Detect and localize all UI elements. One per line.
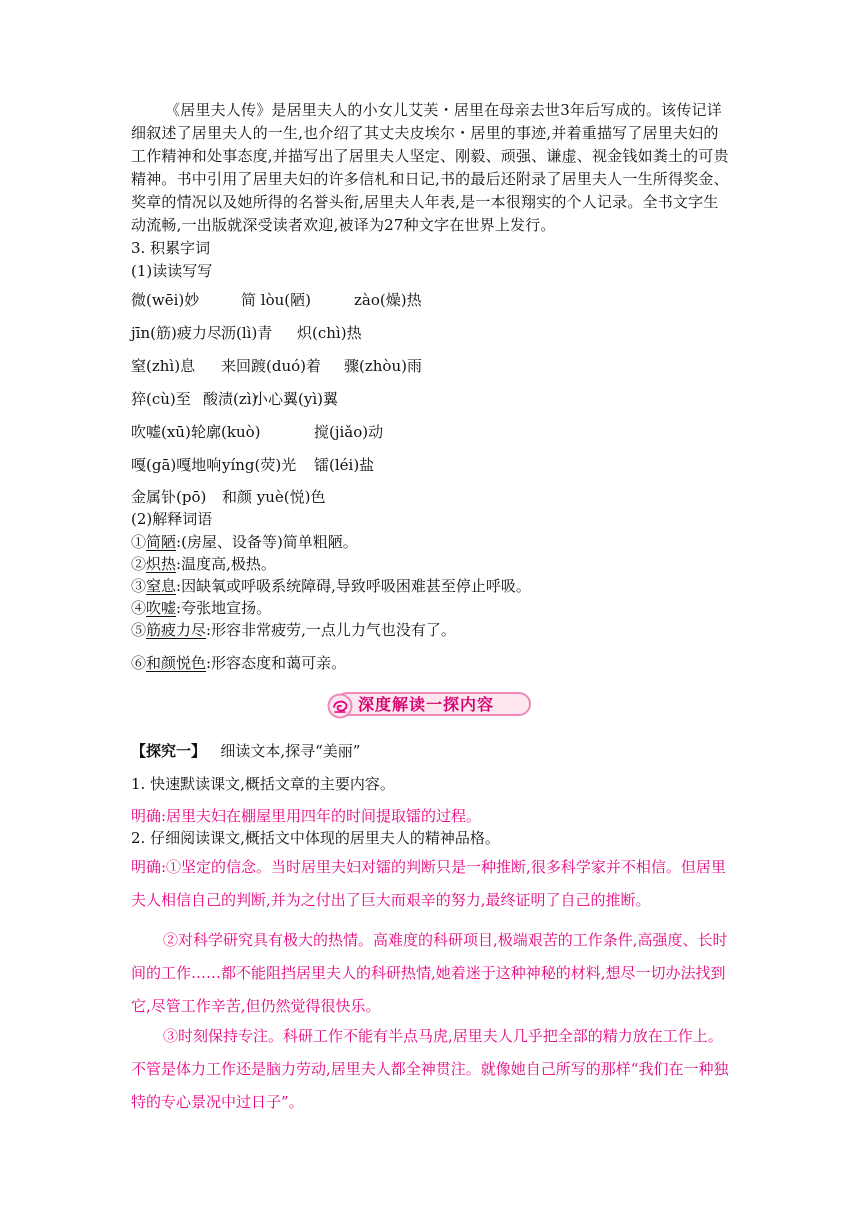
definition-item — [131, 653, 346, 673]
definition-term: 筋疲力尽 — [146, 621, 207, 639]
banner-title: 深度解读一探内容 — [358, 695, 495, 714]
vocab-item: 微(wēi)妙 — [131, 291, 200, 309]
vocab-item: 酸渍(zì) — [203, 390, 258, 408]
definition-item — [131, 554, 276, 574]
explore-title: 【探究一】 — [131, 742, 207, 760]
vocab-item: 搅(jiǎo)动 — [314, 423, 384, 441]
swirl-icon — [327, 693, 353, 719]
answer-2-paragraph-1: 明确:①坚定的信念。当时居里夫妇对镭的判断只是一种推断,很多科学家并不相信。但居里夫人相信自己的判断,并为之付出了巨大而艰辛的努力,最终证明了自己的推断。 — [131, 858, 726, 909]
definition-number: ⑤ — [131, 621, 147, 639]
definition-item — [131, 532, 358, 552]
heading-accumulate: 3. 积累字词 — [131, 239, 211, 257]
vocab-item: yíng(荧)光 — [222, 456, 297, 474]
definition-text: :因缺氧或呼吸系统障碍,导致呼吸困难甚至停止呼吸。 — [176, 577, 531, 595]
definition-text: :形容非常疲劳,一点儿力气也没有了。 — [206, 621, 456, 639]
vocab-item: 炽(chì)热 — [297, 324, 362, 342]
definition-term: 窒息 — [146, 577, 177, 595]
vocab-item: zào(燥)热 — [354, 291, 422, 309]
definition-term: 吹嘘 — [146, 599, 177, 617]
explore-heading — [131, 741, 360, 761]
explore-subtitle: 细读文本,探寻“美丽” — [220, 742, 361, 760]
vocab-item: 吹嘘(xū) — [131, 423, 191, 441]
vocab-item: 来回踱(duó)着 — [221, 357, 321, 375]
vocab-item: jīn(筋)疲力尽 — [131, 324, 222, 342]
subheading-read-write: (1)读读写写 — [131, 262, 213, 280]
vocab-item: 和颜 yuè(悦)色 — [222, 488, 326, 506]
definition-number: ① — [131, 533, 147, 551]
question-1: 1. 快速默读课文,概括文章的主要内容。 — [131, 775, 395, 793]
definition-number: ⑥ — [131, 654, 147, 672]
vocab-item: 金属钋(pō) — [131, 488, 207, 506]
vocab-item: 简 lòu(陋) — [241, 291, 311, 309]
vocab-item: 猝(cù)至 — [131, 390, 191, 408]
vocab-item: 轮廓(kuò) — [191, 423, 261, 441]
definition-term: 和颜悦色 — [146, 654, 207, 672]
vocab-item: 嘎(gā)嘎地响 — [131, 456, 222, 474]
definition-text: :温度高,极热。 — [176, 555, 276, 573]
question-2: 2. 仔细阅读课文,概括文中体现的居里夫人的精神品格。 — [131, 829, 500, 847]
definition-number: ② — [131, 555, 147, 573]
definition-item — [131, 598, 271, 618]
answer-2-paragraph-2: ②对科学研究具有极大的热情。高难度的科研项目,极端艰苦的工作条件,高强度、长时间的工作……都不能阻挡居里夫人的科研热情,她着迷于这种神秘的材料,想尽一切办法找到它,尽管工作辛苦,但仍然觉得很快乐。 — [131, 931, 728, 1015]
definition-number: ④ — [131, 599, 147, 617]
definition-term: 简陋 — [146, 533, 177, 551]
vocab-item: 窒(zhì)息 — [131, 357, 196, 375]
definition-text: :(房屋、设备等)简单粗陋。 — [176, 533, 358, 551]
vocab-item: 骤(zhòu)雨 — [344, 357, 422, 375]
definition-number: ③ — [131, 577, 147, 595]
intro-paragraph: 《居里夫人传》是居里夫人的小女儿艾芙・居里在母亲去世3年后写成的。该传记详细叙述了居里夫人的一生,也介绍了其丈夫皮埃尔・居里的事迹,并着重描写了居里夫妇的工作精神和处事态度,并描写出了居里夫人坚定、刚毅、顽强、谦虚、视金钱如粪土的可贵精神。书中引用了居里夫妇的许多信札和日记,书的最后还附录了居里夫人一生所得奖金、奖章的情况以及她所得的名誉头衔,居里夫人年表,是一本很翔实的个人记录。全书文字生动流畅,一出版就深受读者欢迎,被译为27种文字在世界上发行。 — [131, 101, 729, 234]
definition-text: :形容态度和蔼可亲。 — [206, 654, 347, 672]
answer-2-paragraph-3: ③时刻保持专注。科研工作不能有半点马虎,居里夫人几乎把全部的精力放在工作上。不管是体力工作还是脑力劳动,居里夫人都全神贯注。就像她自己所写的那样“我们在一种独特的专心景况中过日子”。 — [131, 1027, 729, 1111]
definition-item — [131, 576, 531, 596]
vocab-item: 小心翼(yì)翼 — [253, 390, 338, 408]
definition-term: 炽热 — [146, 555, 177, 573]
subheading-explain: (2)解释词语 — [131, 510, 213, 528]
section-banner — [325, 690, 533, 720]
definition-item — [131, 620, 456, 640]
vocab-item: 镭(léi)盐 — [314, 456, 375, 474]
definition-text: :夸张地宣扬。 — [176, 599, 272, 617]
answer-1: 明确:居里夫妇在棚屋里用四年的时间提取镭的过程。 — [131, 807, 482, 825]
vocab-item: 沥(lì)青 — [221, 324, 273, 342]
